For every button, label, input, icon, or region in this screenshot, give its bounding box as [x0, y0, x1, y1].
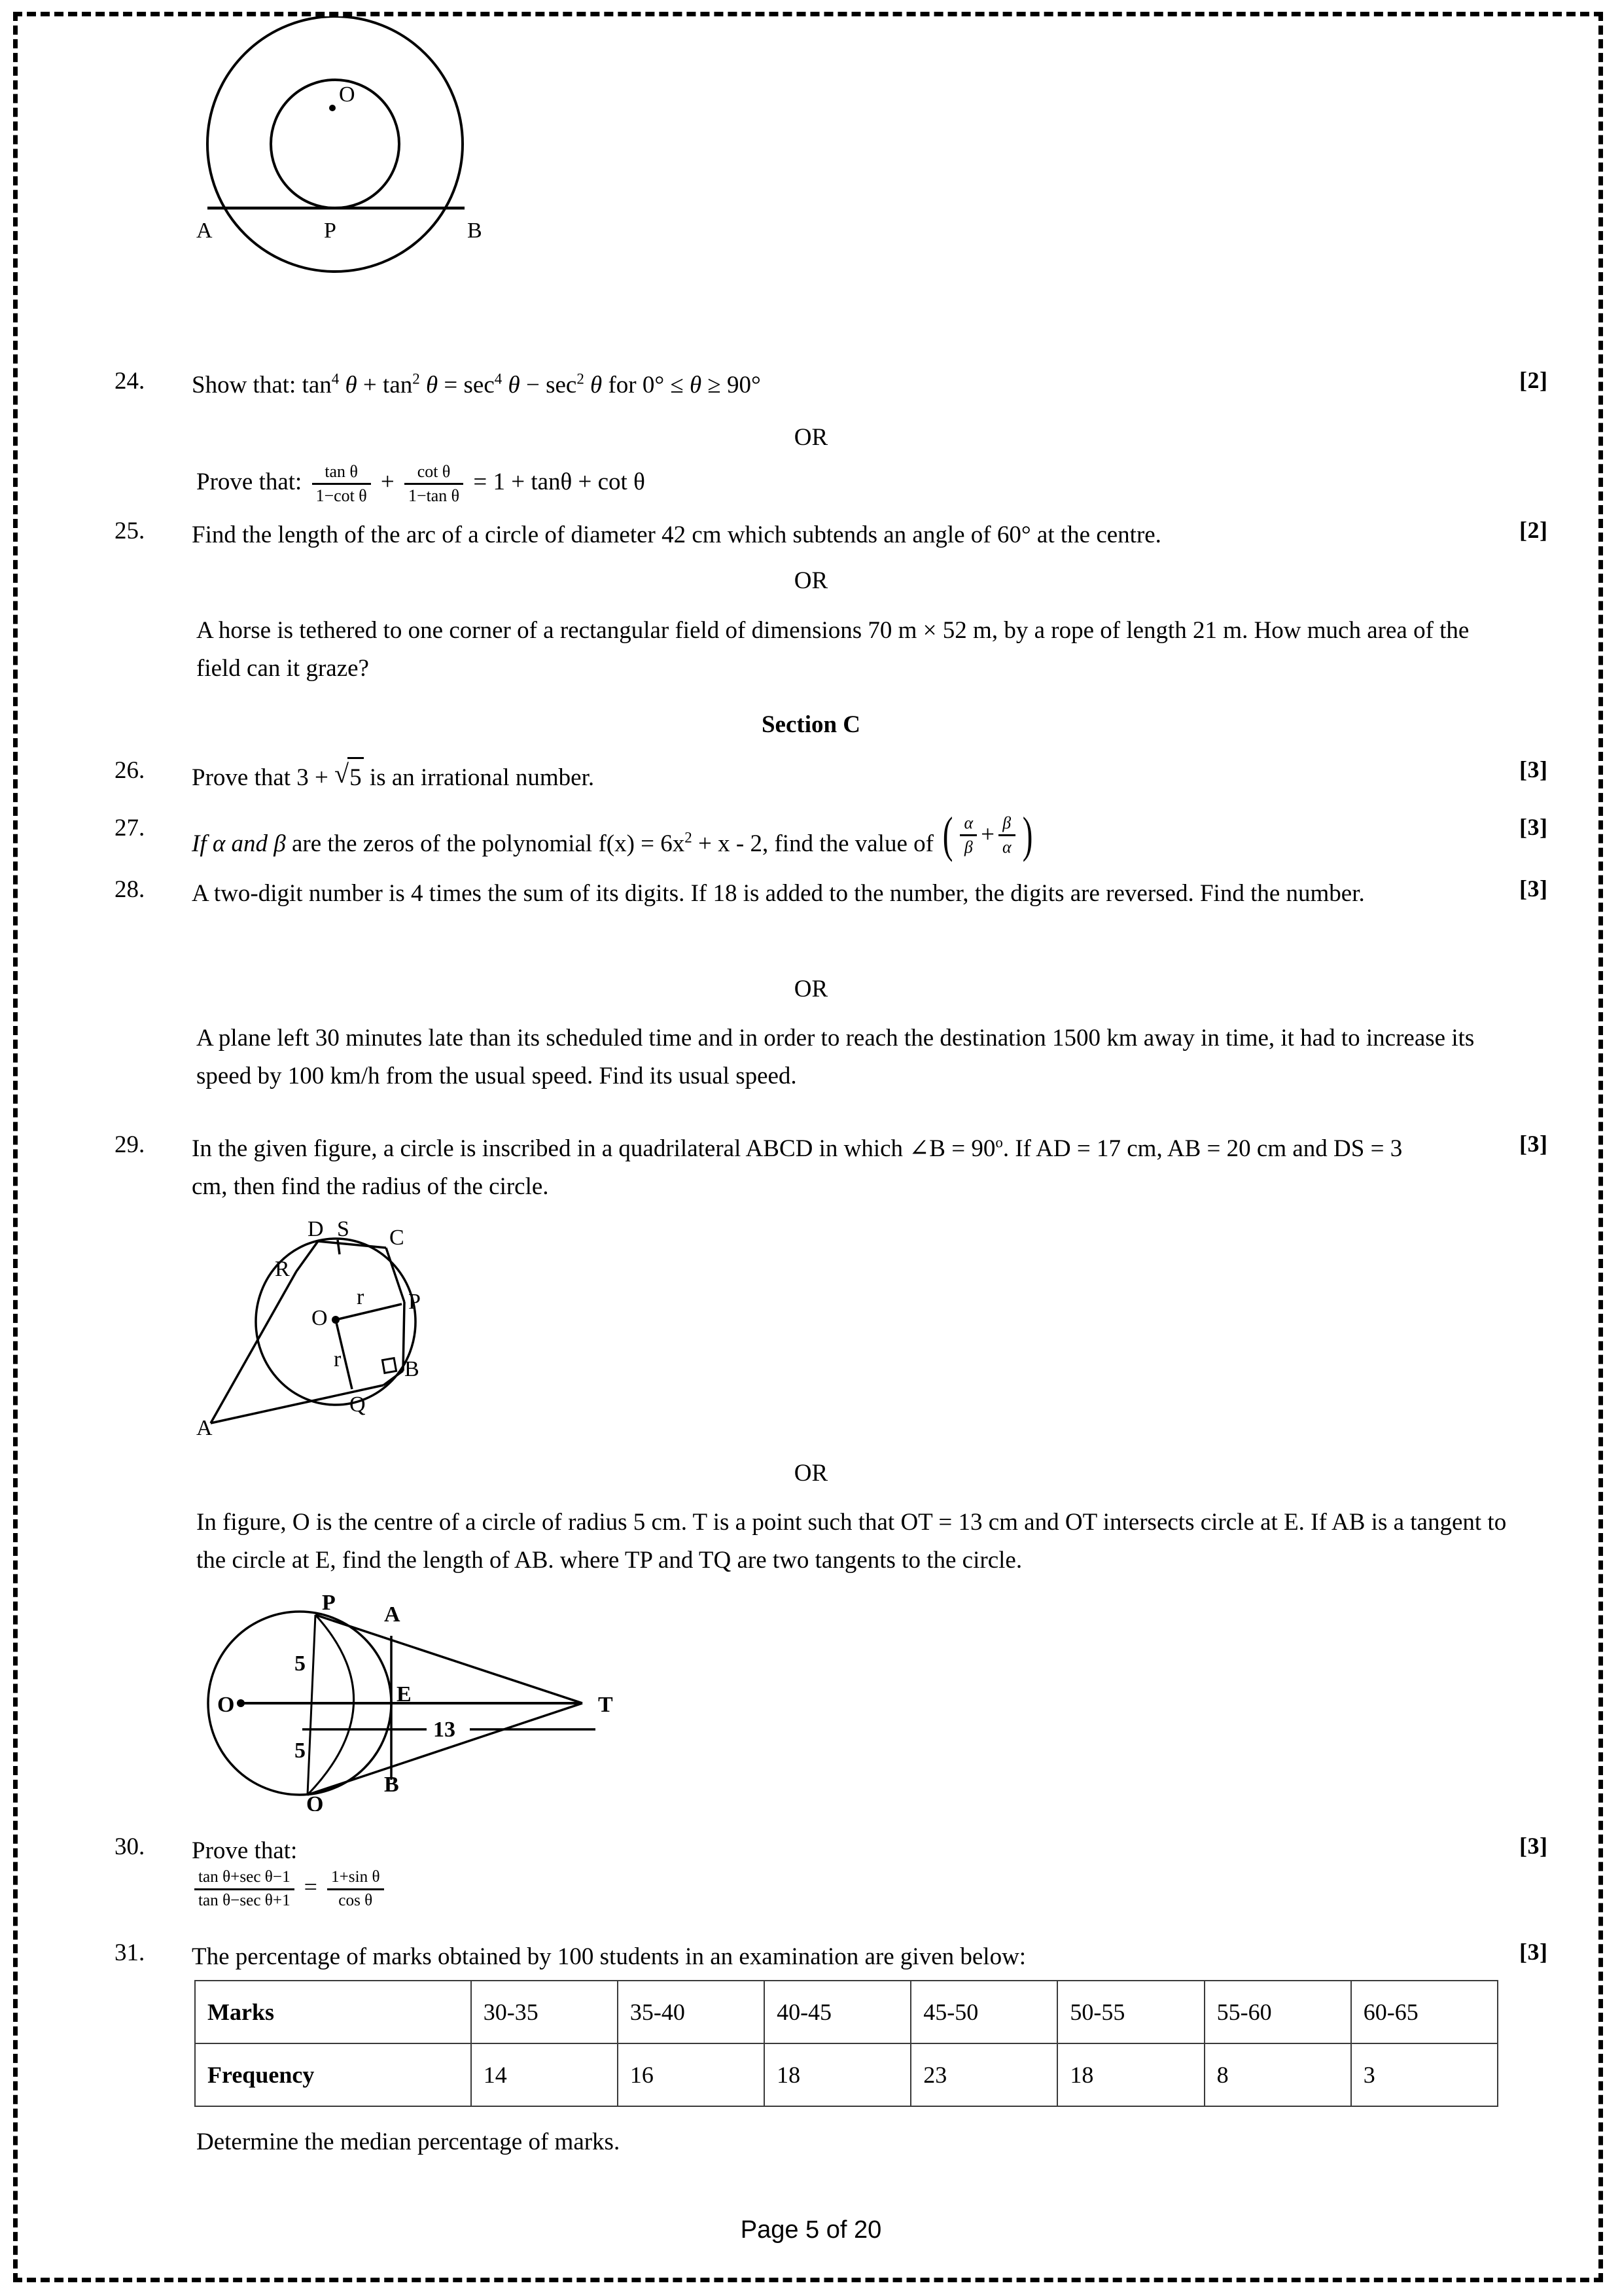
question-30 — [115, 1832, 1489, 1870]
question-24-alt: Prove that: $\frac{\text{tan θ}}{\text{1−cot θ}}$ + $\frac{\text{cot θ}}{\text{1−tan θ}}$ = 1 + tanθ + cot θ — [196, 462, 645, 505]
figure-label-Q: Q — [306, 1792, 324, 1811]
question-24-number: 24. — [115, 368, 145, 395]
question-30-frac-1: $\frac{\text{tan θ+sec θ−1}}{\text{tan θ−sec θ+1}}$ — [194, 1868, 294, 1911]
question-26-number: 26. — [115, 757, 145, 784]
table-row-marks — [195, 1981, 1498, 2043]
table-cell-frequency-0: 14 — [471, 2043, 618, 2106]
question-30-equals: = — [304, 1873, 317, 1900]
figure-label-B: B — [404, 1357, 419, 1381]
question-24-prefix: Show that: — [192, 372, 296, 398]
question-24-body — [192, 366, 761, 404]
question-29-or: OR — [794, 1460, 828, 1487]
figure-label-P: P — [408, 1290, 421, 1314]
question-25-or: OR — [794, 567, 828, 594]
figure-label-O: O — [311, 1306, 328, 1330]
table-cell-frequency-1: 16 — [618, 2043, 764, 2106]
question-26-marks: [3] — [1519, 756, 1548, 783]
table-cell-marks-6: 60-65 — [1351, 1981, 1498, 2043]
figure-label-13: 13 — [433, 1718, 455, 1742]
question-27-marks: [3] — [1519, 814, 1548, 840]
page-footer: Page 5 of 20 — [740, 2216, 882, 2244]
table-cell-marks-0: 30-35 — [471, 1981, 618, 2043]
figure-label-C: C — [389, 1226, 404, 1250]
question-31-number: 31. — [115, 1939, 145, 1966]
question-30-equation — [194, 1868, 388, 1911]
question-28-number: 28. — [115, 876, 145, 903]
question-30-marks: [3] — [1519, 1833, 1548, 1859]
question-26-text-b: is an irrational number. — [369, 764, 595, 791]
question-26-body — [192, 756, 594, 797]
question-30-number: 30. — [115, 1833, 145, 1860]
question-24-or: OR — [794, 424, 828, 451]
question-27 — [115, 807, 1489, 863]
question-24-math: $\tan^4 \theta + \tan^2 \theta = \sec^4 \theta - \sec^2 \theta$ for 0° ≤ θ ≥ 90° — [302, 370, 761, 398]
question-30-frac-2: $\frac{\text{1+sin θ}}{\text{cos θ}}$ — [327, 1868, 384, 1911]
table-cell-marks-3: 45-50 — [911, 1981, 1057, 2043]
figure-label-T: T — [598, 1693, 613, 1717]
table-cell-frequency-2: 18 — [764, 2043, 911, 2106]
question-25-alt-text: A horse is tethered to one corner of a rectangular field of dimensions 70 m × 52 m, by a rope of length 21 m. How much area of the field can it graze? — [196, 617, 1470, 682]
figure-concentric-circles — [190, 16, 497, 301]
question-27-plus: + — [981, 821, 995, 849]
figure-label-5-upper: 5 — [294, 1651, 306, 1676]
question-25-text: Find the length of the arc of a circle of diameter 42 cm which subtends an angle of 60° at the centre. — [192, 521, 1161, 548]
figure-label-A: A — [384, 1602, 400, 1627]
table-row-label-marks: Marks — [195, 1981, 471, 2043]
figure-label-5-lower: 5 — [294, 1739, 306, 1763]
question-24-alt-tail: = 1 + tanθ + cot θ — [473, 468, 645, 495]
table-row-frequency — [195, 2043, 1498, 2106]
figure-label-r-upper: r — [357, 1285, 364, 1309]
figure-label-O: O — [339, 82, 355, 107]
table-cell-frequency-5: 8 — [1205, 2043, 1351, 2106]
question-29-number: 29. — [115, 1131, 145, 1158]
question-29-marks: [3] — [1519, 1131, 1548, 1157]
question-25 — [115, 516, 1489, 554]
question-28-alt-text: A plane left 30 minutes late than its scheduled time and in order to reach the destination 1500 km away in time, it had to increase its speed by 100 km/h from the usual speed. Find its usual speed. — [196, 1025, 1475, 1090]
question-27-frac-2: $\frac{\beta}{\alpha}$ — [998, 813, 1015, 857]
figure-label-P: P — [322, 1595, 336, 1615]
question-27-number: 27. — [115, 815, 145, 841]
question-30-text: Prove that: — [192, 1837, 298, 1864]
question-24-frac-1: $\frac{\text{tan θ}}{\text{1−cot θ}}$ — [312, 462, 371, 506]
table-cell-marks-1: 35-40 — [618, 1981, 764, 2043]
question-24 — [115, 366, 1489, 404]
question-28-or: OR — [794, 976, 828, 1002]
table-cell-frequency-4: 18 — [1057, 2043, 1204, 2106]
figure-label-A: A — [196, 1416, 213, 1436]
question-29-body — [192, 1130, 1405, 1207]
question-24-marks: [2] — [1519, 367, 1548, 393]
question-27-expression: ( $\frac{\alpha}{\beta}$ + $\frac{\beta}{\alpha}$ ) — [943, 807, 1032, 862]
table-cell-marks-5: 55-60 — [1205, 1981, 1351, 2043]
figure-label-B: B — [467, 219, 482, 243]
question-28 — [115, 875, 1407, 913]
question-24-frac-2: $\frac{\text{cot θ}}{\text{1−tan θ}}$ — [404, 462, 463, 506]
table-cell-marks-4: 50-55 — [1057, 1981, 1204, 2043]
table-cell-frequency-6: 3 — [1351, 2043, 1498, 2106]
question-27-body — [192, 807, 1036, 863]
question-27-text-a: If α and β are the zeros of the polynomial $f(x) = 6x^2 + x - 2$, find the value of — [192, 829, 934, 857]
table-cell-frequency-3: 23 — [911, 2043, 1057, 2106]
question-29-text-b: . If AD = 17 cm, AB = 20 cm and DS = 3 cm, then find the radius of the circle. — [192, 1135, 1403, 1201]
figure-label-O: O — [217, 1693, 235, 1717]
figure-tangents-from-point — [203, 1595, 654, 1814]
question-26-sqrt: √ 5 — [334, 756, 364, 797]
table-cell-marks-2: 40-45 — [764, 1981, 911, 2043]
question-29 — [115, 1130, 1407, 1207]
question-31-closing-text: Determine the median percentage of marks. — [196, 2128, 620, 2155]
figure-label-P: P — [324, 219, 336, 243]
figure-label-R: R — [275, 1257, 290, 1281]
question-24-alt-prefix: Prove that: — [196, 468, 302, 495]
figure-label-B: B — [384, 1773, 399, 1797]
figure-quadrilateral-incircle — [195, 1207, 502, 1439]
question-25-number: 25. — [115, 518, 145, 544]
question-28-text: A two-digit number is 4 times the sum of its digits. If 18 is added to the number, the digits are reversed. Find the number. — [192, 880, 1365, 907]
question-26-text-a: Prove that 3 + — [192, 764, 328, 791]
section-c-header: Section C — [761, 711, 861, 738]
question-27-frac-1: $\frac{\alpha}{\beta}$ — [960, 813, 977, 857]
figure-label-S: S — [337, 1217, 349, 1241]
question-31 — [115, 1938, 1489, 1976]
question-31-text: The percentage of marks obtained by 100 students in an examination are given below: — [192, 1943, 1027, 1970]
question-25-marks: [2] — [1519, 517, 1548, 543]
question-29-text-a: In the given figure, a circle is inscribed in a quadrilateral ABCD in which ∠B = 90 — [192, 1135, 996, 1162]
figure-label-r-lower: r — [334, 1347, 342, 1371]
question-28-marks: [3] — [1519, 875, 1548, 902]
figure-label-E: E — [397, 1682, 412, 1706]
question-29-degree-sup: o — [995, 1134, 1003, 1151]
question-31-marks: [3] — [1519, 1939, 1548, 1965]
question-29-alt-text: In figure, O is the centre of a circle of radius 5 cm. T is a point such that OT = 13 cm and OT intersects circle at E. If AB is a tangent to the circle at E, find the length of AB. where TP and TQ are two tangents to the circle. — [196, 1509, 1507, 1574]
table-row-label-frequency: Frequency — [195, 2043, 471, 2106]
figure-label-D: D — [308, 1217, 324, 1241]
figure-label-Q: Q — [349, 1392, 366, 1417]
figure-label-A: A — [196, 219, 213, 243]
marks-frequency-table — [194, 1980, 1498, 2107]
question-26 — [115, 756, 1489, 797]
